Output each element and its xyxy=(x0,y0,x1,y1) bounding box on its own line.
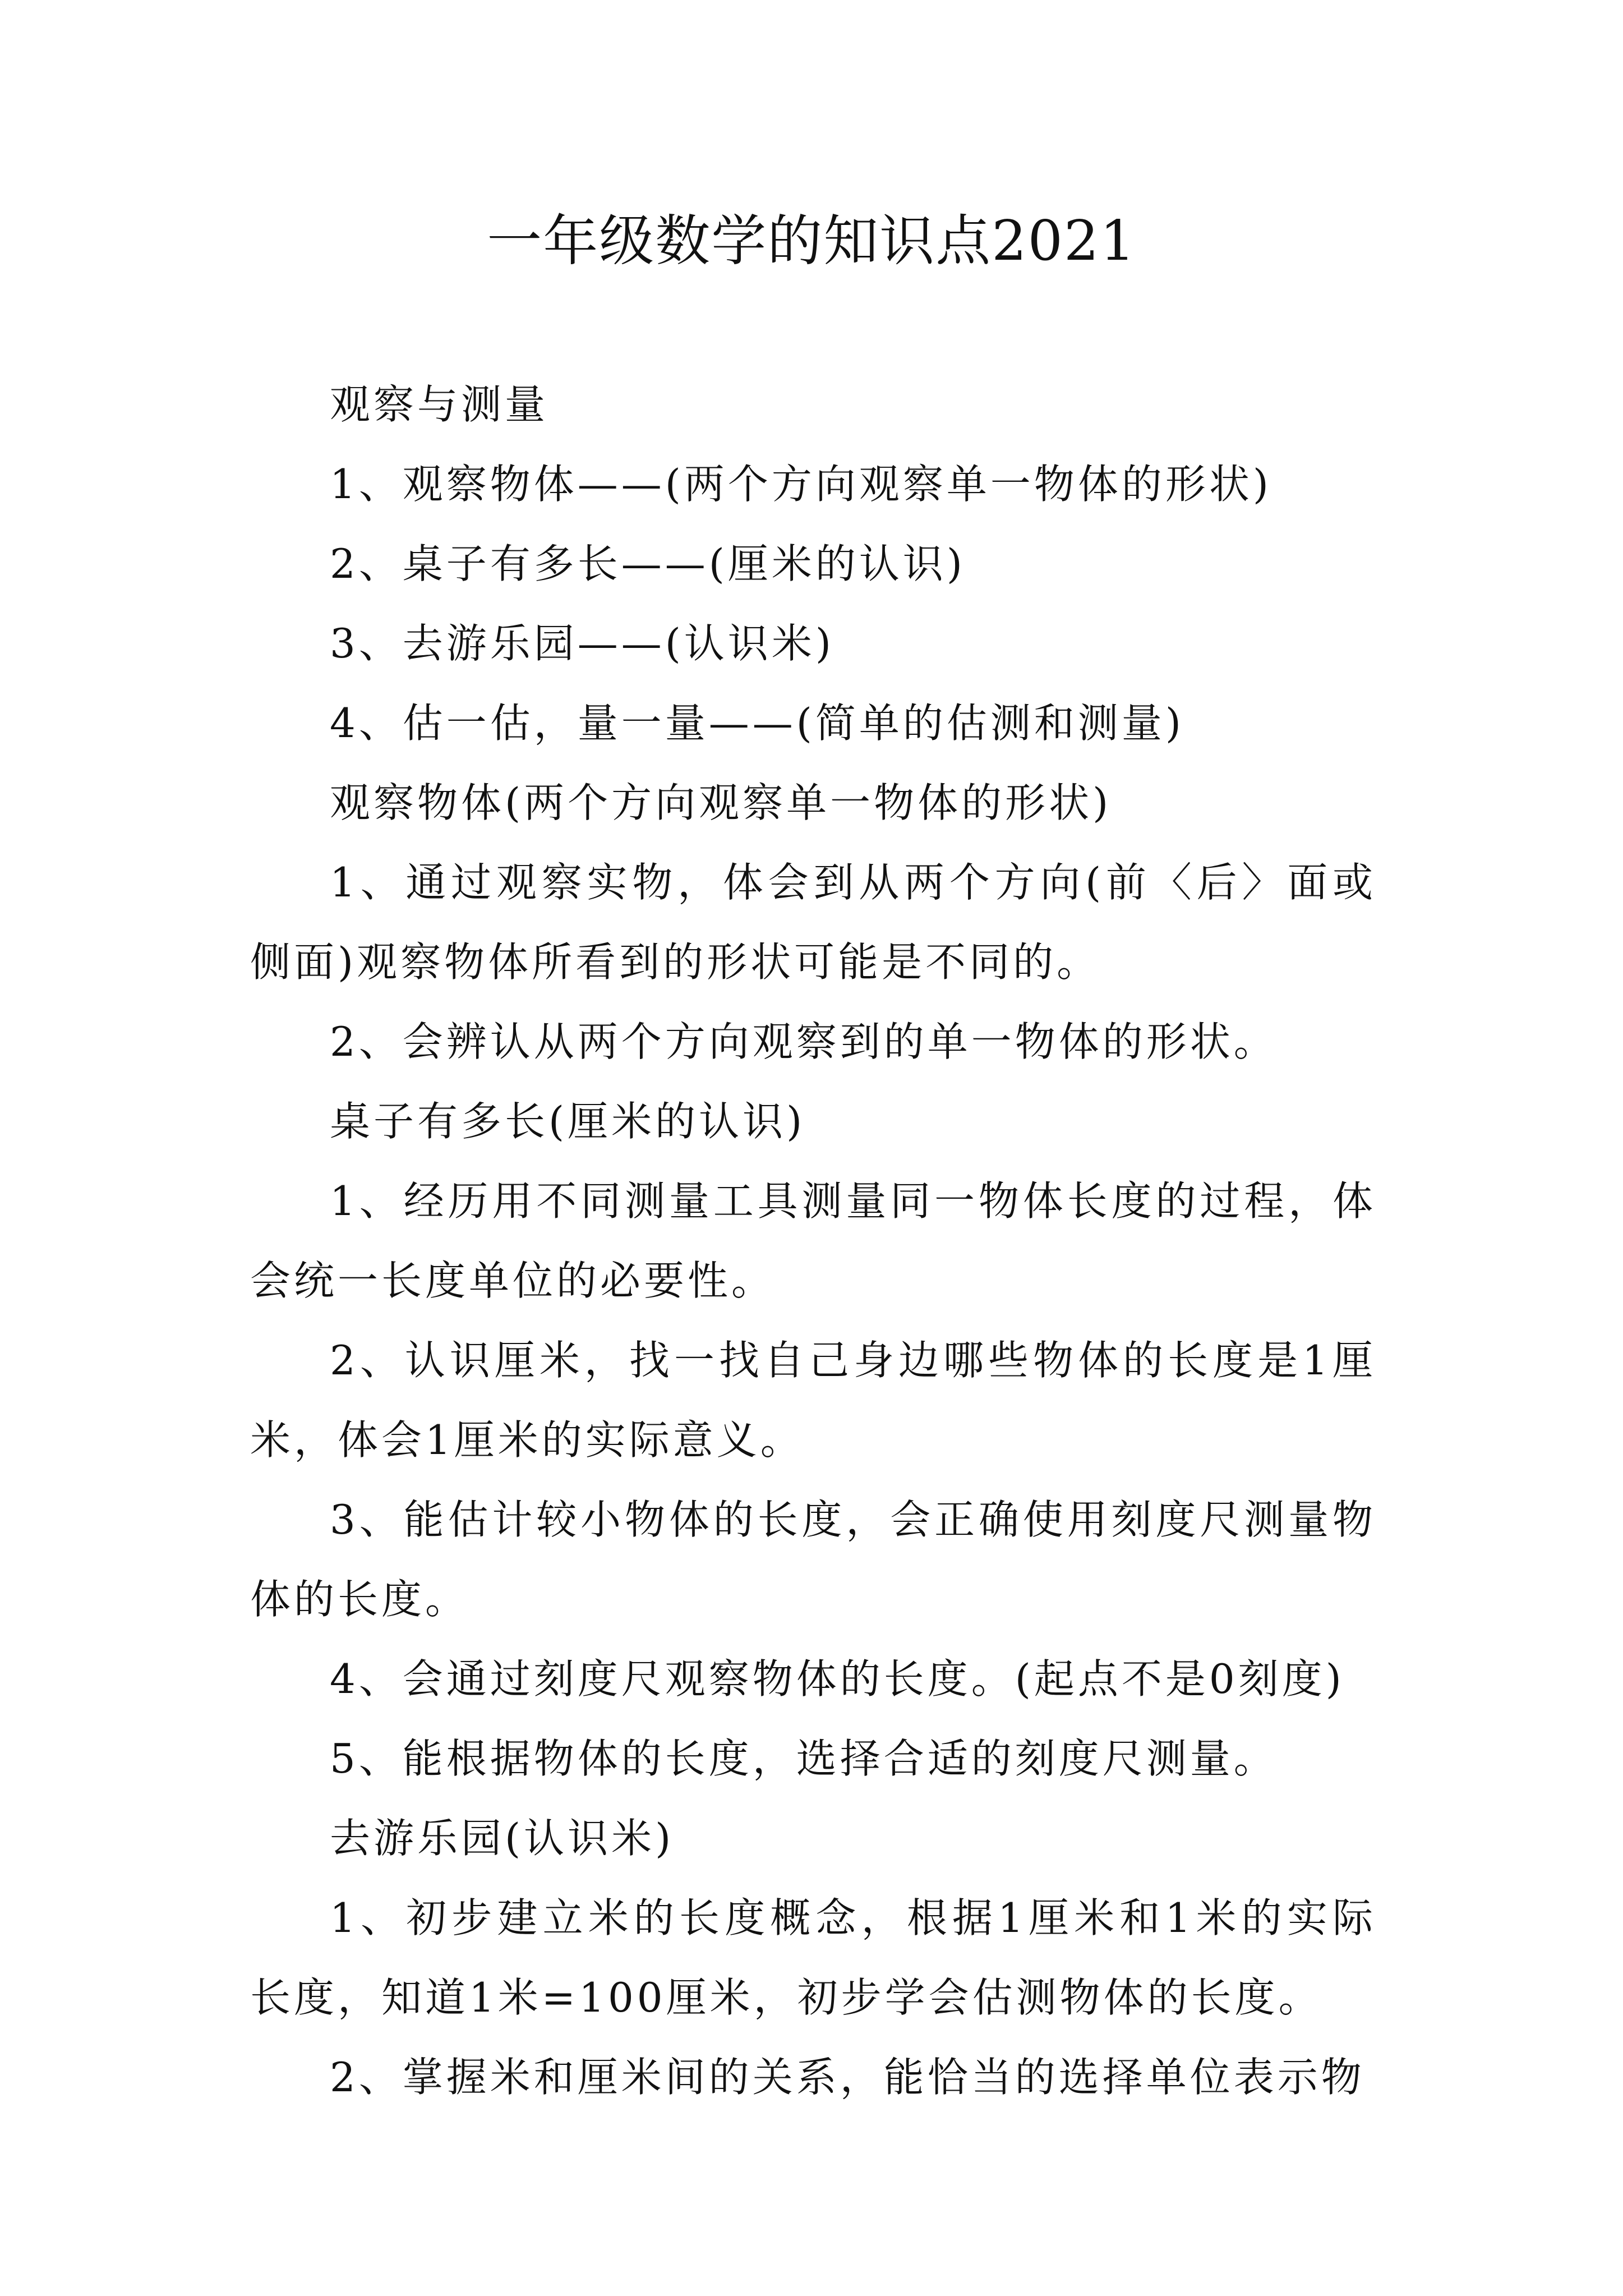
outline-item-2: 2、桌子有多长——(厘米的认识) xyxy=(330,540,966,587)
section-heading-observe-objects: 观察物体(两个方向观察单一物体的形状) xyxy=(330,779,1112,826)
paragraph-meter-1: 1、初步建立米的长度概念，根据1厘米和1米的实际长度，知道1米=100厘米，初步学会估测物体的长度。 xyxy=(250,1894,1376,2021)
paragraph-length-1: 1、经历用不同测量工具测量同一物体长度的过程，体会统一长度单位的必要性。 xyxy=(250,1177,1376,1304)
document-body xyxy=(250,365,1376,2117)
paragraph-length-2: 2、认识厘米，找一找自己身边哪些物体的长度是1厘米，体会1厘米的实际意义。 xyxy=(250,1337,1376,1464)
section-heading-observe-measure: 观察与测量 xyxy=(330,381,549,428)
paragraph-length-4: 4、会通过刻度尺观察物体的长度。(起点不是0刻度) xyxy=(330,1655,1345,1703)
paragraph-length-3: 3、能估计较小物体的长度，会正确使用刻度尺测量物体的长度。 xyxy=(250,1496,1376,1623)
document-title: 一年级数学的知识点2021 xyxy=(487,209,1136,273)
paragraph-length-5: 5、能根据物体的长度，选择合适的刻度尺测量。 xyxy=(330,1735,1278,1782)
outline-item-1: 1、观察物体——(两个方向观察单一物体的形状) xyxy=(330,461,1272,508)
section-heading-table-length: 桌子有多长(厘米的认识) xyxy=(330,1098,806,1145)
section-heading-amusement-park: 去游乐园(认识米) xyxy=(330,1815,675,1862)
outline-item-3: 3、去游乐园——(认识米) xyxy=(330,620,834,667)
paragraph-observe-2: 2、会辨认从两个方向观察到的单一物体的形状。 xyxy=(330,1018,1278,1065)
outline-item-4: 4、估一估，量一量——(简单的估测和测量) xyxy=(330,700,1184,747)
paragraph-observe-1: 1、通过观察实物，体会到从两个方向(前〈后〉面或侧面)观察物体所看到的形状可能是不同的。 xyxy=(250,859,1376,986)
paragraph-meter-2: 2、掌握米和厘米间的关系，能恰当的选择单位表示物 xyxy=(330,2054,1365,2101)
